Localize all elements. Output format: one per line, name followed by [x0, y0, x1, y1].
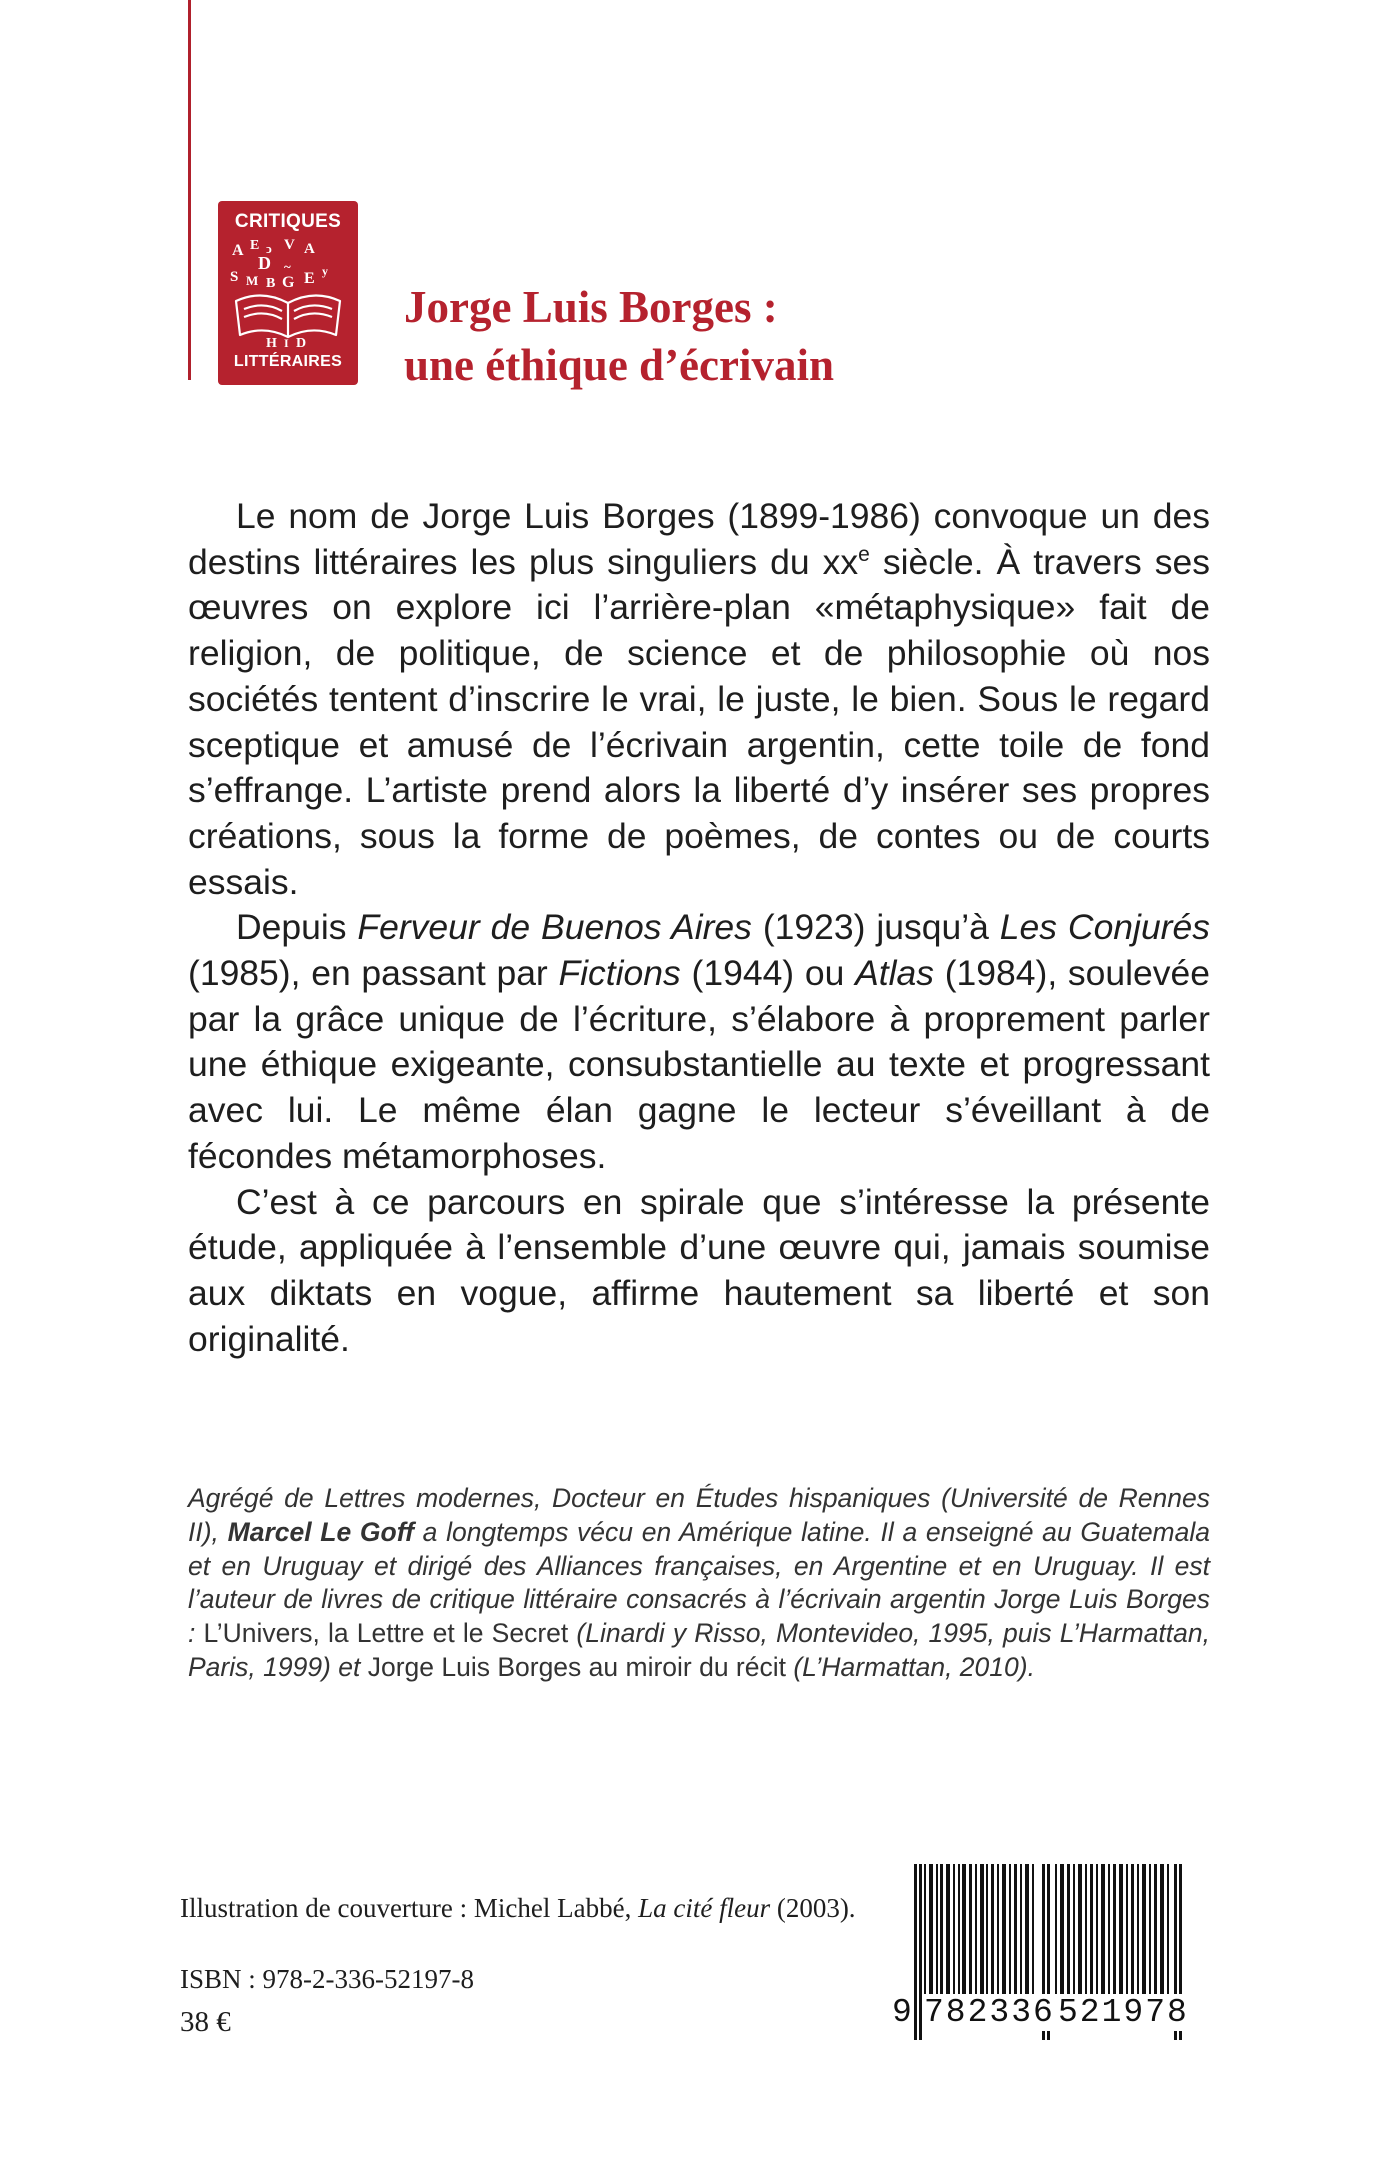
- svg-text:E: E: [304, 270, 315, 287]
- credit-prefix: Illustration de couverture : Michel Labbé,: [180, 1893, 639, 1923]
- barcode-digits-left: 782336: [924, 1994, 1055, 2031]
- blurb-p2-text: Depuis: [236, 907, 358, 948]
- price: 38 €: [180, 2006, 231, 2038]
- svg-text:~: ~: [284, 259, 291, 274]
- bio-book-title: L’Univers, la Lettre et le Secret: [203, 1618, 569, 1649]
- svg-text:E: E: [250, 238, 260, 253]
- open-book-letters-icon: [226, 235, 350, 351]
- title-line-2: une éthique d’écrivain: [404, 340, 835, 390]
- title-line-1: Jorge Luis Borges :: [404, 282, 778, 332]
- blurb-paragraph-1: [188, 494, 1210, 905]
- blurb-p2-text: (1923) jusqu’à: [751, 907, 1000, 948]
- svg-text:I: I: [284, 336, 289, 350]
- vertical-red-rule: [188, 0, 191, 380]
- book-title: [404, 278, 1104, 394]
- credit-year: (2003).: [770, 1893, 856, 1923]
- svg-text:V: V: [284, 237, 295, 253]
- blurb: [188, 494, 1210, 1362]
- blurb-p2-text: (1984), soulevée par la grâce unique de l’écriture, s’élabore à proprement parler une éthique exigeante, consubstantielle au texte et progressant avec lui. Le même élan gagne le lecteur s’éveillant à de fécondes métamorphoses.: [188, 953, 1210, 1176]
- svg-text:M: M: [246, 273, 259, 288]
- svg-text:A: A: [232, 242, 244, 259]
- author-name: Marcel Le Goff: [227, 1516, 414, 1547]
- svg-text:S: S: [230, 269, 239, 285]
- svg-text:A: A: [304, 241, 315, 257]
- author-bio-paragraph: [188, 1482, 1210, 1685]
- century-numeral: xx: [822, 541, 859, 582]
- blurb-paragraph-3: C’est à ce parcours en spirale que s’intéresse la présente étude, appliquée à l’ensemble d’une œuvre qui, jamais soumise aux diktats en vogue, affirme hautement sa liberté et son originalité.: [188, 1181, 1210, 1359]
- blurb-p1-end: siècle. À travers ses œuvres on explore ici l’arrière-plan «métaphysique» fait de religion, de politique, de science et de philosophie où nos sociétés tentent d’inscrire le vrai, le juste, le bien. Sous le regard sceptique et amusé de l’écrivain argentin, cette toile de fond s’effrange. L’artiste prend alors la liberté d’y insérer ses propres créations, sous la forme de poèmes, de contes ou de courts essais.: [188, 541, 1210, 902]
- blurb-p1-start: Le nom de Jorge Luis Borges (1899-1986) convoque un des destins littéraires les plus singuliers du: [188, 496, 1210, 582]
- svg-text:y: y: [322, 264, 328, 278]
- century-superscript: e: [858, 542, 870, 566]
- svg-text:D: D: [296, 336, 307, 351]
- work-title: Atlas: [855, 953, 934, 994]
- work-title: Les Conjurés: [999, 907, 1210, 948]
- bio-book-title: Jorge Luis Borges au miroir du récit: [367, 1651, 786, 1682]
- author-bio: [188, 1482, 1210, 1685]
- work-title: Ferveur de Buenos Aires: [357, 907, 752, 948]
- barcode-digits-right: 521978: [1058, 1994, 1189, 2031]
- blurb-paragraph-2: [188, 905, 1210, 1179]
- svg-text:G: G: [282, 274, 295, 291]
- series-logo-line2: LITTÉRAIRES: [233, 353, 343, 370]
- bio-text: Agrégé de Lettres modernes, Docteur en Études hispaniques (Université de Rennes II),: [188, 1483, 1210, 1547]
- svg-text:D: D: [258, 253, 271, 273]
- bio-text: (Linardi y Risso, Montevideo, 1995, puis L’Harmattan, Paris, 1999) et: [188, 1618, 1210, 1682]
- series-logo: [218, 201, 358, 385]
- blurb-p2-text: (1944) ou: [680, 953, 856, 994]
- bio-text: (L’Harmattan, 2010).: [786, 1651, 1035, 1682]
- work-title: Fictions: [558, 953, 681, 994]
- svg-text:H: H: [266, 336, 277, 351]
- credit-work-title: La cité fleur: [638, 1893, 771, 1923]
- barcode-digits: [892, 1994, 1202, 2036]
- barcode: [892, 1864, 1202, 2040]
- barcode-digit-first: 9: [892, 1994, 914, 2031]
- blurb-p2-text: (1985), en passant par: [188, 953, 559, 994]
- isbn: ISBN : 978-2-336-52197-8: [180, 1964, 474, 1994]
- series-logo-line1: CRITIQUES: [234, 211, 342, 232]
- svg-text:ↄ: ↄ: [266, 241, 272, 256]
- cover-illustration-credit: [180, 1893, 900, 1924]
- svg-text:B: B: [266, 276, 276, 291]
- bio-text: a longtemps vécu en Amérique latine. Il a enseigné au Guatemala et en Uruguay et dirigé des Alliances françaises, en Argentine et en Uruguay. Il est l’auteur de livres de critique littéraire consacrés à l’écrivain argentin Jorge Luis Borges :: [188, 1516, 1210, 1649]
